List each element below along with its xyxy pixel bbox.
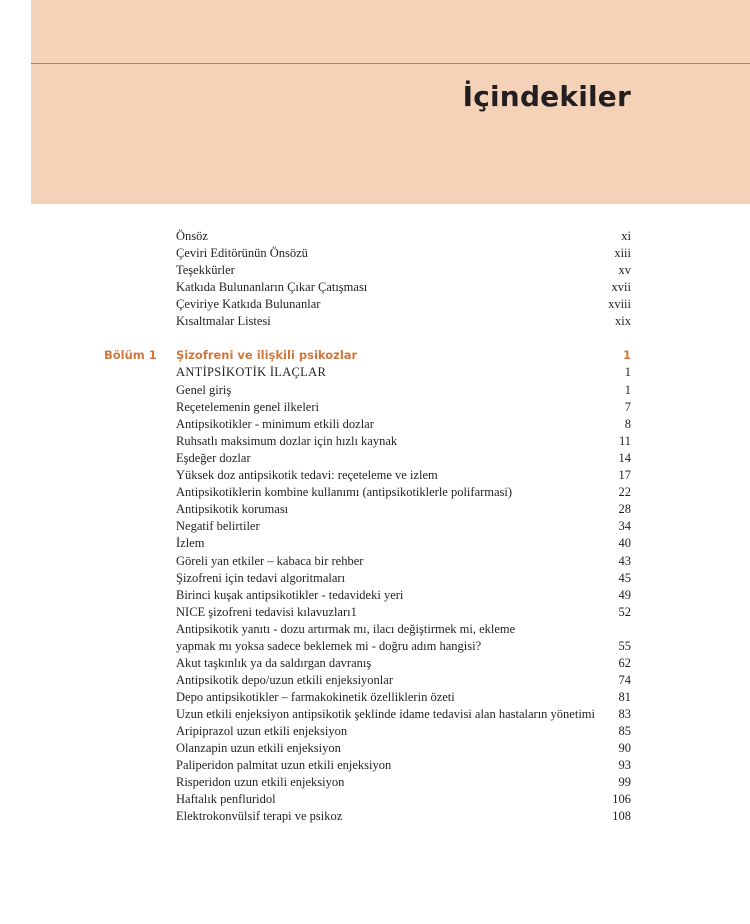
toc-row[interactable] bbox=[176, 433, 631, 450]
toc-row[interactable] bbox=[176, 416, 631, 433]
toc-row[interactable] bbox=[176, 740, 631, 757]
toc-entry-title: Antipsikotikler - minimum etkili dozlar bbox=[176, 417, 374, 432]
toc-entry-page: 22 bbox=[618, 485, 631, 500]
toc-entry-page: xi bbox=[621, 229, 631, 243]
toc-entry-page: 52 bbox=[618, 604, 631, 619]
toc-entry-title: Çeviri Editörünün Önsözü bbox=[176, 246, 308, 261]
toc-entry-page: 7 bbox=[624, 400, 631, 415]
section-heading-row[interactable] bbox=[176, 364, 631, 381]
toc-row[interactable] bbox=[176, 399, 631, 416]
toc-entry-title: Birinci kuşak antipsikotikler - tedavideki yeri bbox=[176, 587, 404, 602]
toc-row[interactable] bbox=[176, 808, 631, 825]
toc-entry-title: ANTİPSİKOTİK İLAÇLAR bbox=[176, 365, 327, 379]
toc-row[interactable] bbox=[176, 587, 631, 604]
toc-entry-title: Şizofreni için tedavi algoritmaları bbox=[176, 570, 346, 585]
chapter-heading-row[interactable] bbox=[176, 347, 631, 364]
toc-entry-page: 34 bbox=[618, 519, 631, 534]
toc-row[interactable] bbox=[176, 570, 631, 587]
toc-row-front-matter[interactable] bbox=[176, 279, 631, 296]
toc-entry-title: Antipsikotik koruması bbox=[176, 502, 289, 517]
toc-entry-title: Depo antipsikotikler – farmakokinetik özelliklerin özeti bbox=[176, 689, 455, 704]
toc-entry-title: Kısaltmalar Listesi bbox=[176, 314, 271, 329]
toc-row[interactable] bbox=[176, 655, 631, 672]
toc-row[interactable] bbox=[176, 518, 631, 535]
toc-entry-page: 1 bbox=[624, 383, 631, 397]
toc-entry-title: NICE şizofreni tedavisi kılavuzları1 bbox=[176, 604, 357, 619]
toc-entry-page: 83 bbox=[618, 706, 631, 721]
toc-entry-page: 90 bbox=[618, 741, 631, 756]
toc-row[interactable] bbox=[176, 757, 631, 774]
toc-row-front-matter[interactable] bbox=[176, 245, 631, 262]
toc-entry-page: 11 bbox=[618, 434, 631, 449]
toc-entry-title: Reçetelemenin genel ilkeleri bbox=[176, 400, 319, 415]
toc-entry-page: xix bbox=[615, 314, 631, 329]
toc-entry-title: Çeviriye Katkıda Bulunanlar bbox=[176, 297, 321, 312]
toc-entry-title: Teşekkürler bbox=[176, 263, 235, 278]
toc-entry-title: Haftalık penfluridol bbox=[176, 792, 276, 807]
toc-entry-page: xiii bbox=[614, 246, 631, 261]
toc-entry-title: Göreli yan etkiler – kabaca bir rehber bbox=[176, 553, 364, 568]
toc-row[interactable] bbox=[176, 689, 631, 706]
toc-entry-title: Uzun etkili enjeksiyon antipsikotik şeklinde idame tedavisi alan hastaların yönetimi bbox=[176, 706, 596, 721]
toc-entry-page: 1 bbox=[624, 365, 631, 379]
toc-entry-page: 49 bbox=[618, 587, 631, 602]
toc-entry-title: Risperidon uzun etkili enjeksiyon bbox=[176, 775, 345, 790]
page-title: İçindekiler bbox=[462, 80, 631, 113]
toc-entry-title: Şizofreni ve ilişkili psikozlar bbox=[176, 348, 358, 362]
toc-row[interactable] bbox=[176, 604, 631, 621]
toc-row-front-matter[interactable] bbox=[176, 262, 631, 279]
toc-entry-title: Antipsikotiklerin kombine kullanımı (antipsikotiklerle polifarmasi) bbox=[176, 485, 513, 500]
toc-row[interactable] bbox=[176, 467, 631, 484]
toc-entry-page: 81 bbox=[618, 689, 631, 704]
toc-entry-page: 43 bbox=[618, 553, 631, 568]
toc-entry-page: 85 bbox=[618, 724, 631, 738]
toc-entry-title: Yüksek doz antipsikotik tedavi: reçeteleme ve izlem bbox=[176, 468, 438, 483]
toc-entry-page: xviii bbox=[608, 297, 631, 312]
toc-row[interactable] bbox=[176, 706, 631, 723]
toc-entry-title: Katkıda Bulunanların Çıkar Çatışması bbox=[176, 280, 368, 295]
toc-entry-page: xv bbox=[618, 263, 631, 278]
toc-entry-title: Negatif belirtiler bbox=[176, 519, 260, 534]
toc-row[interactable] bbox=[176, 553, 631, 570]
toc-row-front-matter[interactable] bbox=[176, 313, 631, 330]
toc-row-front-matter[interactable] bbox=[176, 296, 631, 313]
toc-entry-page: 108 bbox=[612, 809, 631, 824]
toc-entry-page: 45 bbox=[618, 570, 631, 585]
toc-entry-title: Antipsikotik depo/uzun etkili enjeksiyonlar bbox=[176, 672, 393, 687]
toc-row[interactable] bbox=[176, 723, 631, 740]
toc-row[interactable] bbox=[176, 382, 631, 399]
toc-row[interactable] bbox=[176, 638, 631, 655]
toc-entry-page: 8 bbox=[624, 417, 631, 432]
toc-entry-page: 93 bbox=[618, 758, 631, 773]
toc-entry-title: Önsöz bbox=[176, 229, 208, 243]
toc-entry-title: Elektrokonvülsif terapi ve psikoz bbox=[176, 809, 343, 824]
toc-entry-page: 14 bbox=[618, 451, 631, 466]
toc-row[interactable] bbox=[176, 535, 631, 552]
toc-entry-title: Ruhsatlı maksimum dozlar için hızlı kaynak bbox=[176, 434, 398, 449]
toc-entry-title: Paliperidon palmitat uzun etkili enjeksiyon bbox=[176, 758, 392, 773]
toc-entry-page: 74 bbox=[618, 672, 631, 687]
toc-entry-title: yapmak mı yoksa sadece beklemek mi - doğru adım hangisi? bbox=[176, 638, 482, 653]
toc-entry-page: 106 bbox=[612, 792, 631, 807]
toc-entry-page: 40 bbox=[618, 536, 631, 551]
toc-row[interactable] bbox=[176, 621, 631, 638]
toc-row[interactable] bbox=[176, 501, 631, 518]
toc-entry-title: Aripiprazol uzun etkili enjeksiyon bbox=[176, 724, 348, 738]
toc-entry-page: 1 bbox=[622, 348, 631, 362]
toc-entry-page: xvii bbox=[611, 280, 631, 295]
toc-entry-title: Eşdeğer dozlar bbox=[176, 451, 251, 466]
toc-entry-page: 28 bbox=[618, 502, 631, 517]
toc-row[interactable] bbox=[176, 450, 631, 467]
toc-row[interactable] bbox=[176, 774, 631, 791]
toc-entry-title: Akut taşkınlık ya da saldırgan davranış bbox=[176, 655, 372, 670]
toc-entry-title: Antipsikotik yanıtı - dozu artırmak mı, ilacı değiştirmek mi, ekleme bbox=[176, 621, 516, 636]
toc-entry-page: 99 bbox=[618, 775, 631, 790]
toc-row[interactable] bbox=[176, 484, 631, 501]
toc-entry-title: İzlem bbox=[176, 536, 205, 551]
toc-entry-page: 55 bbox=[618, 638, 631, 653]
chapter-label: Bölüm 1 bbox=[104, 348, 157, 362]
toc-entry-title: Genel giriş bbox=[176, 383, 232, 397]
toc-row[interactable] bbox=[176, 672, 631, 689]
toc-row-front-matter[interactable] bbox=[176, 228, 631, 245]
toc-entry-page: 62 bbox=[618, 655, 631, 670]
toc-entry-page: 17 bbox=[618, 468, 631, 483]
toc-row[interactable] bbox=[176, 791, 631, 808]
toc-entry-title: Olanzapin uzun etkili enjeksiyon bbox=[176, 741, 341, 756]
